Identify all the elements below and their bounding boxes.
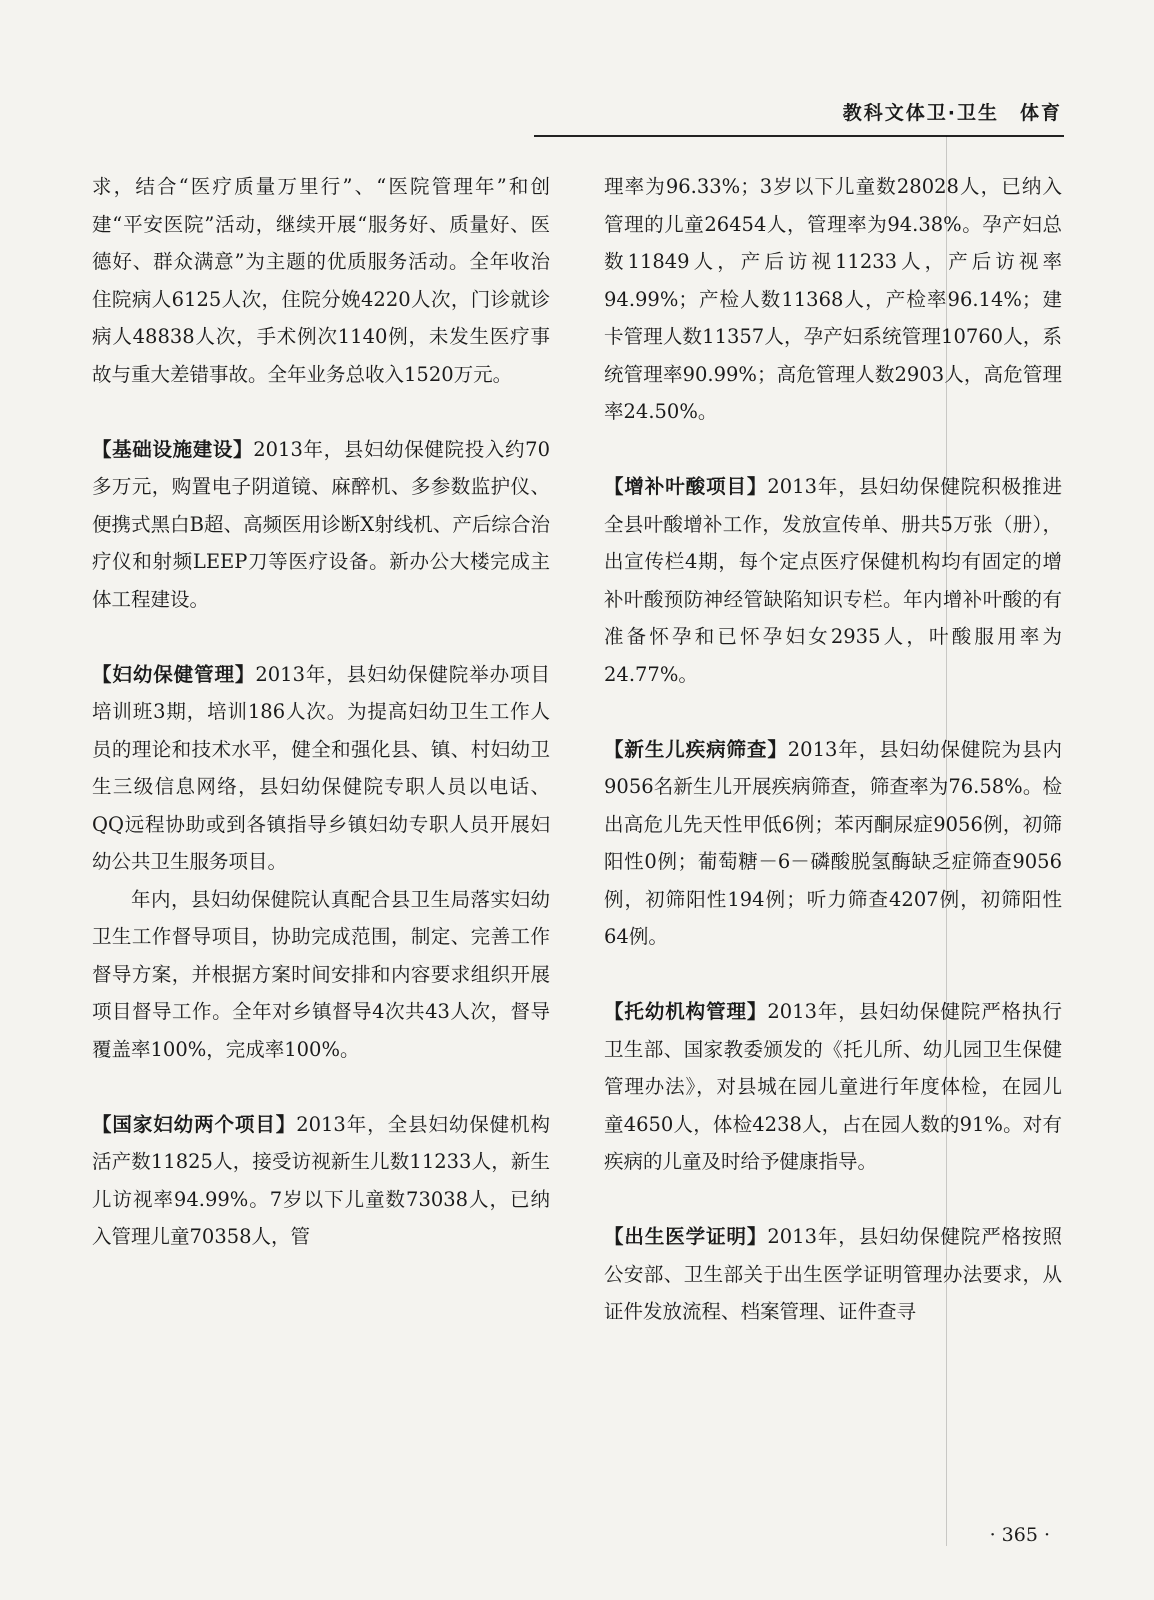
section-body: 2013年，县妇幼保健院投入约70多万元，购置电子阴道镜、麻醉机、多参数监护仪、便携式黑白B超、高频医用诊断X射线机、产后综合治疗仪和射频LEEP刀等医疗设备。新办公大楼完成主体工程建设。 [92,437,550,611]
section-body: 2013年，县妇幼保健院举办项目培训班3期，培训186人次。为提高妇幼卫生工作人员的理论和技术水平，健全和强化县、镇、村妇幼卫生三级信息网络，县妇幼保健院专职人员以电话、QQ远程协助或到各镇指导乡镇妇幼专职人员开展妇幼公共卫生服务项目。 [92,662,550,873]
section-body: 2013年，县妇幼保健院严格执行卫生部、国家教委颁发的《托儿所、幼儿园卫生保健管理办法》，对县城在园儿童进行年度体检，在园儿童4650人，体检4238人，占在园人数的91%。对有疾病的儿童及时给予健康指导。 [604,1000,1062,1173]
section-body: 2013年，县妇幼保健院为县内9056名新生儿开展疾病筛查，筛查率为76.58%。检出高危儿先天性甲低6例；苯丙酮尿症9056例，初筛阳性0例；葡萄糖－6－磷酸脱氢酶缺乏症筛查9056例，初筛阳性194例；听力筛查4207例，初筛阳性64例。 [604,737,1062,948]
section-folic-acid [604,468,1062,693]
right-column [604,168,1062,1331]
section-body: 2013年，县妇幼保健院严格按照公安部、卫生部关于出生医学证明管理办法要求，从证件发放流程、档案管理、证件查寻 [604,1225,1062,1323]
section-heading: 【国家妇幼两个项目】 [92,1112,297,1136]
section-heading: 【托幼机构管理】 [604,1000,768,1023]
section-national-projects [92,1106,550,1256]
page-number: · 365 · [989,1524,1050,1546]
section-heading: 【增补叶酸项目】 [604,475,768,498]
section-body: 2013年，全县妇幼保健机构活产数11825人，接受访视新生儿数11233人，新生儿访视率94.99%。7岁以下儿童数73038人，已纳入管理儿童70358人，管 [92,1112,550,1248]
paragraph-continued: 求，结合“医疗质量万里行”、“医院管理年”和创建“平安医院”活动，继续开展“服务好、质量好、医德好、群众满意”为主题的优质服务活动。全年收治住院病人6125人次，住院分娩4220人次，门诊就诊病人48838人次，手术例次1140例，未发生医疗事故与重大差错事故。全年业务总收入1520万元。 [92,175,550,386]
left-column [92,168,550,1256]
paragraph-supervision: 年内，县妇幼保健院认真配合县卫生局落实妇幼卫生工作督导项目，协助完成范围，制定、完善工作督导方案，并根据方案时间安排和内容要求组织开展项目督导工作。全年对乡镇督导4次共43人次，督导覆盖率100%，完成率100%。 [92,887,550,1061]
section-heading: 【出生医学证明】 [604,1225,768,1248]
section-heading: 【新生儿疾病筛查】 [604,737,788,761]
section-body: 2013年，县妇幼保健院积极推进全县叶酸增补工作，发放宣传单、册共5万张（册），出宣传栏4期，每个定点医疗保健机构均有固定的增补叶酸预防神经管缺陷知识专栏。年内增补叶酸的有准备怀孕和已怀孕妇女2935人，叶酸服用率为24.77%。 [604,475,1062,686]
running-header: 教科文体卫·卫生 体育 [842,102,1062,124]
section-heading: 【基础设施建设】 [92,437,254,461]
header-rule [534,135,1064,137]
section-maternal-child-management [92,656,550,881]
paragraph-continued: 理率为96.33%；3岁以下儿童数28028人，已纳入管理的儿童26454人，管理率为94.38%。孕产妇总数11849人，产后访视11233人，产后访视率94.99%；产检人数11368人，产检率96.14%；建卡管理人数11357人，孕产妇系统管理10760人，系统管理率90.99%；高危管理人数2903人，高危管理率24.50%。 [604,175,1062,423]
section-heading: 【妇幼保健管理】 [92,662,256,686]
section-newborn-screening [604,731,1062,956]
section-infrastructure [92,431,550,619]
section-childcare-institutions [604,993,1062,1181]
section-birth-certificate [604,1218,1062,1331]
